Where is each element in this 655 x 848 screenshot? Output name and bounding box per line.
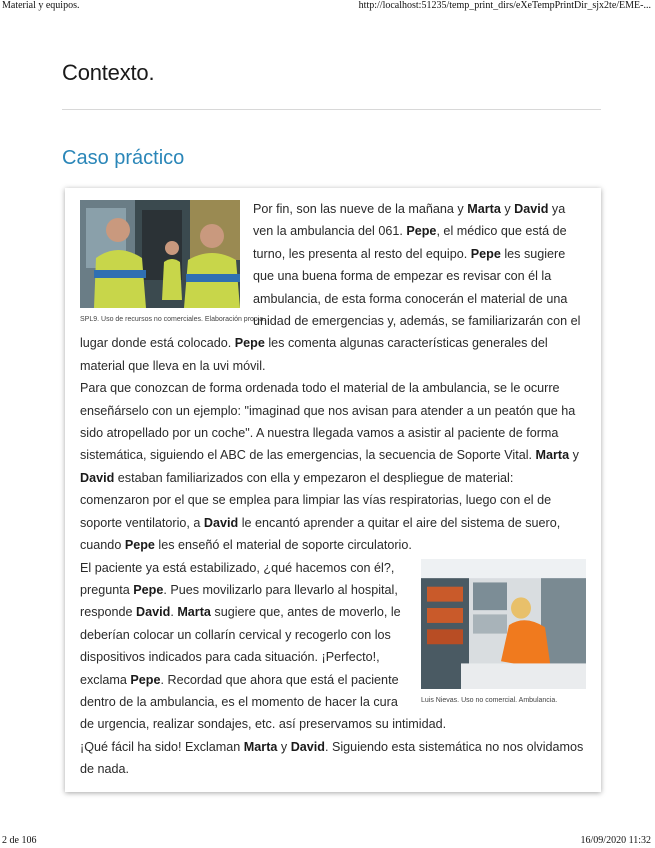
team-photo-figure bbox=[80, 200, 266, 326]
case-study-card bbox=[65, 188, 601, 792]
print-timestamp: 16/09/2020 11:32 bbox=[580, 835, 651, 846]
case-study-title: Caso práctico bbox=[62, 147, 185, 169]
team-photo-caption: SPL9. Uso de recursos no comerciales. Elaboración propia. bbox=[80, 316, 266, 323]
print-header bbox=[0, 0, 655, 14]
print-header-url: http://localhost:51235/temp_print_dirs/eXeTempPrintDir_sjx2te/EME-... bbox=[358, 0, 651, 11]
ambulance-team-photo-icon bbox=[80, 200, 240, 308]
paragraph-3: El paciente ya está estabilizado, ¿qué hacemos con él?, pregunta Pepe. Pues movilizarlo para llevarlo al hospital, responde David. Marta sugiere que, antes de moverlo, le deberían colocar un collarín cervical y recogerlo con los dispositivos indicados para cada situación. ¡Perfecto!, exclama Pepe. Recordad que ahora que está el paciente dentro de la ambulancia, es el momento de hacer la cura de urgencia, realizar sondajes, etc. así preservamos su intimidad. bbox=[80, 560, 447, 732]
paragraph-2: Para que conozcan de forma ordenada todo el material de la ambulancia, se le ocurre enseñárselo con un ejemplo: "imaginad que nos avisan para atender a un peatón que ha sido atropellado por un coche". A nuestra llegada vamos a asistir al paciente de forma sistemática, siguiendo el ABC de las emergencias, la secuencia de Soporte Vital. Marta y David estaban familiarizados con ella y empezaron el despliegue de material: comenzaron por el que se emplea para limpiar las vías respiratorias, luego con el de soporte ventilatorio, a David le encantó aprender a quitar el aire del sistema de suero, cuando Pepe les enseñó el material de soporte circulatorio. bbox=[80, 381, 579, 553]
section-title: Contexto. bbox=[62, 60, 155, 85]
ambulance-interior-photo-icon bbox=[421, 559, 586, 689]
ambulance-photo-caption: Luis Nievas. Uso no comercial. Ambulancia. bbox=[421, 696, 558, 704]
paragraph-4: ¡Qué fácil ha sido! Exclaman Marta y David. Siguiendo esta sistemática no nos olvidamos de nada. bbox=[80, 739, 584, 777]
case-study-text bbox=[80, 198, 586, 781]
ambulance-photo-figure bbox=[421, 559, 586, 707]
print-footer bbox=[0, 834, 655, 848]
paragraph-1: Por fin, son las nueve de la mañana y Marta y David ya ven la ambulancia del 061. Pepe, el médico que está de turno, les presenta al resto del equipo. Pepe les sugiere que una buena forma de empezar es revisar con él la ambulancia, de esta forma conocerán el material de una unidad de emergencias y, además, se familiarizarán con el lugar donde está colocado. Pepe les comenta algunas características generales del material que lleva en la uvi móvil. bbox=[80, 202, 581, 373]
title-divider bbox=[62, 109, 601, 110]
print-header-title: Material y equipos. bbox=[2, 0, 80, 11]
page-number: 2 de 106 bbox=[2, 835, 37, 846]
